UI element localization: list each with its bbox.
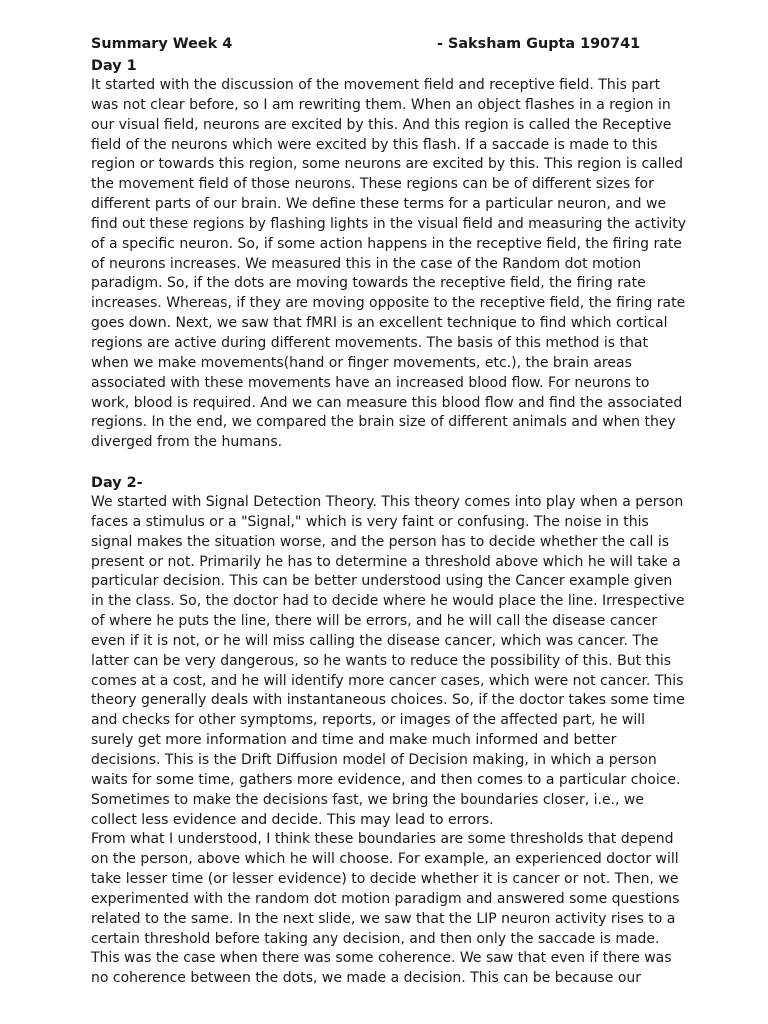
day1-section — [91, 56, 687, 453]
document-body — [91, 56, 687, 989]
day1-paragraph: It started with the discussion of the movement field and receptive field. This part was not clear before, so I am rewriting them. When an object flashes in a region in our visual field, neurons are excited by this. And this region is called the Receptive field of the neurons which were excited by this flash. If a saccade is made to this region or towards this region, some neurons are excited by this. This region is called the movement field of those neurons. These regions can be of different sizes for different parts of our brain. We define these terms for a particular neuron, and we find out these regions by flashing lights in the visual field and measuring the activity of a specific neuron. So, if some action happens in the receptive field, the firing rate of neurons increases. We measured this in the case of the Random dot motion paradigm. So, if the dots are moving towards the receptive field, the firing rate increases. Whereas, if they are moving opposite to the receptive field, the firing rate goes down. Next, we saw that fMRI is an excellent technique to find which cortical regions are active during different movements. The basis of this method is that when we make movements(hand or finger movements, etc.), the brain areas associated with these movements have an increased blood flow. For neurons to work, blood is required. And we can measure this blood flow and find the associated regions. In the end, we compared the brain size of different animals and when they diverged from the humans. — [91, 77, 687, 451]
day2-paragraph-1: We started with Signal Detection Theory. This theory comes into play when a person faces a stimulus or a "Signal," which is very faint or confusing. The noise in this signal makes the situation worse, and the person has to decide whether the call is present or not. Primarily he has to determine a threshold above which he will take a particular decision. This can be better understood using the Cancer example given in the class. So, the doctor had to decide where he would place the line. Irrespective of where he puts the line, there will be errors, and he will call the disease cancer even if it is not, or he will miss calling the disease cancer, which was cancer. The latter can be very dangerous, so he wants to reduce the possibility of this. But this comes at a cost, and he will identify more cancer cases, which were not cancer. This theory generally deals with instantaneous choices. So, if the doctor takes some time and checks for other symptoms, reports, or images of the affected part, he will surely get more information and time and make much informed and better decisions. This is the Drift Diffusion model of Decision making, in which a person waits for some time, gathers more evidence, and then comes to a particular choice. Sometimes to make the decisions fast, we bring the boundaries closer, i.e., we collect less evidence and decide. This may lead to errors. — [91, 494, 685, 828]
section-spacer — [91, 453, 687, 473]
day1-heading: Day 1 — [91, 58, 137, 74]
author-line: - Saksham Gupta 190741 — [437, 36, 641, 52]
document-header — [91, 34, 711, 54]
day2-section — [91, 473, 687, 989]
day2-paragraph-2: From what I understood, I think these boundaries are some thresholds that depend on the person, above which he will choose. For example, an experienced doctor will take lesser time (or lesser evidence) to decide whether it is cancer or not. Then, we experimented with the random dot motion paradigm and answered some questions related to the same. In the next slide, we saw that the LIP neuron activity rises to a certain threshold before taking any decision, and then only the saccade is made. This was the case when there was some coherence. We saw that even if there was no coherence between the dots, we made a decision. This can be because our — [91, 831, 680, 987]
day2-heading: Day 2- — [91, 475, 143, 492]
document-title: Summary Week 4 — [91, 36, 233, 52]
